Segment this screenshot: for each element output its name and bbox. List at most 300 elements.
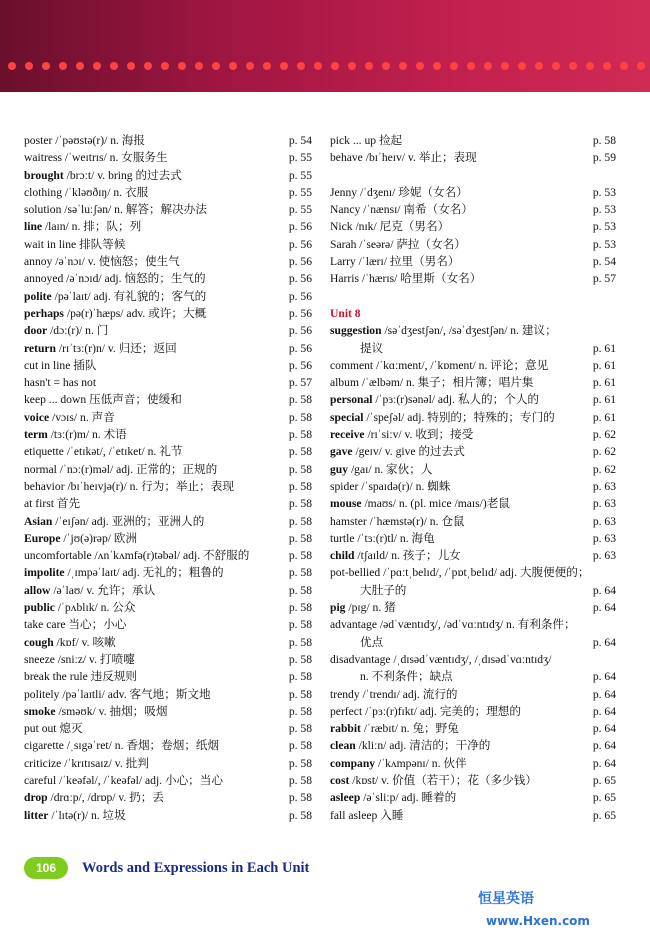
page-reference: p. 54: [592, 255, 616, 269]
vocab-word: brought: [24, 168, 64, 182]
page-reference: p. 53: [592, 185, 616, 199]
vocab-entry: [330, 720, 616, 737]
vocab-word: advantage: [330, 618, 377, 632]
vocab-word: Nancy: [330, 203, 361, 217]
vocab-word: at first: [24, 497, 54, 511]
page-reference: p. 58: [592, 134, 616, 147]
vocab-word: smoke: [24, 704, 56, 718]
vocab-word: rabbit: [330, 722, 361, 736]
vocab-entry: [330, 132, 616, 149]
vocab-definition: /geɪv/ v. give 的过去式: [352, 445, 465, 459]
vocab-entry: [330, 426, 616, 443]
vocab-entry: [24, 651, 312, 668]
dot: [518, 62, 526, 70]
vocab-definition: /gaɪ/ n. 家伙；人: [348, 462, 433, 476]
dot: [76, 62, 84, 70]
page-reference: p. 58: [288, 722, 312, 736]
vocab-entry: [330, 582, 616, 599]
page-reference: p. 54: [288, 134, 312, 147]
vocab-word: asleep: [330, 791, 361, 805]
right-column: [330, 132, 616, 824]
page-reference: p. 56: [288, 255, 312, 269]
dot: [535, 62, 543, 70]
vocab-entry: [330, 530, 616, 547]
vocab-definition: /əˈsliːp/ adj. 睡着的: [360, 791, 457, 805]
vocab-definition: /ˈetɪkət/, /ˈetɪket/ n. 礼节: [63, 445, 183, 459]
dot: [8, 62, 16, 70]
vocab-definition: /ˈælbəm/ n. 集子；相片簿；唱片集: [358, 376, 534, 390]
vocab-word: behavior: [24, 479, 65, 493]
vocab-word: etiquette: [24, 445, 64, 459]
vocab-definition: /ˈkeəfəl/, /ˈkeəfəl/ adj. 小心；当心: [56, 773, 223, 787]
vocab-definition: /ˈpɑːtˌbelɪd/, /ˈpɒtˌbelɪd/ adj. 大腹便便的；: [380, 566, 590, 580]
dot: [586, 62, 594, 70]
page-reference: p. 58: [288, 428, 312, 442]
vocab-word: 大肚子的: [360, 583, 407, 597]
page-reference: p. 63: [592, 497, 616, 511]
vocab-definition: /ˌdɪsədˈvæntɪdʒ/, /ˌdɪsədˈvɑːntɪdʒ/: [390, 652, 552, 666]
page-reference: p. 61: [592, 358, 616, 372]
page-reference: p. 56: [288, 220, 312, 234]
vocab-definition: /ˌsɪgəˈret/ n. 香烟；卷烟；纸烟: [63, 739, 220, 753]
vocab-word: litter: [24, 808, 49, 822]
vocab-entry: [330, 789, 616, 806]
vocab-entry: [330, 547, 616, 564]
vocab-word: gave: [330, 445, 353, 459]
vocab-word: child: [330, 549, 355, 563]
vocab-definition: /tʃaɪld/ n. 孩子；儿女: [354, 549, 461, 563]
vocab-definition: /ˌɪmpəˈlaɪt/ adj. 无礼的；粗鲁的: [64, 566, 224, 580]
vocab-entry: [330, 599, 616, 616]
dot: [178, 62, 186, 70]
vocab-word: pot-bellied: [330, 566, 381, 580]
page-reference: p. 58: [288, 756, 312, 770]
vocab-definition: /tɜː(r)m/ n. 术语: [47, 428, 127, 442]
vocab-word: cough: [24, 635, 54, 649]
page-reference: p. 58: [288, 566, 312, 580]
vocab-definition: /ˈeɪʃən/ adj. 亚洲的；亚洲人的: [52, 514, 205, 528]
vocab-entry: [24, 737, 312, 754]
vocab-definition: /ˈkʌmpənɪ/ n. 伙伴: [375, 756, 467, 770]
dot: [59, 62, 67, 70]
dot: [314, 62, 322, 70]
vocab-definition: 压低声音；使缓和: [86, 393, 182, 407]
vocab-word: album: [330, 376, 359, 390]
vocab-word: perfect: [330, 704, 363, 718]
vocab-definition: /ˈpʌblɪk/ n. 公众: [54, 601, 136, 615]
page-reference: p. 55: [288, 168, 312, 182]
page-reference: p. 58: [288, 549, 312, 563]
vocab-word: suggestion: [330, 324, 382, 338]
vocab-definition: /ˈnænsɪ/ 南希（女名）: [360, 203, 473, 217]
vocab-word: n. 不利条件；缺点: [360, 670, 453, 684]
vocab-entry: [330, 564, 616, 581]
page-reference: p. 58: [288, 462, 312, 476]
vocab-definition: /əˈlaʊ/ v. 允许；承认: [50, 583, 156, 597]
vocab-definition: 当心；小心: [65, 618, 127, 632]
page-reference: p. 62: [592, 445, 616, 459]
dot: [229, 62, 237, 70]
vocab-definition: /sniːz/ v. 打喷嚏: [54, 652, 135, 666]
vocab-word: normal: [24, 462, 57, 476]
dot: [501, 62, 509, 70]
spacer: [330, 167, 616, 184]
page-reference: p. 58: [288, 393, 312, 407]
vocab-entry: [330, 443, 616, 460]
dot: [450, 62, 458, 70]
vocab-definition: /ˈhærɪs/ 哈里斯（女名）: [358, 272, 482, 286]
dot: [297, 62, 305, 70]
vocab-definition: /ˈtrendɪ/ adj. 流行的: [359, 687, 458, 701]
vocab-definition: 捡起: [376, 134, 403, 147]
page-reference: p. 58: [288, 601, 312, 615]
page-reference: p. 56: [288, 358, 312, 372]
vocab-word: receive: [330, 428, 365, 442]
watermark: [478, 888, 650, 928]
vocab-definition: /nɪk/ 尼克（男名）: [352, 220, 450, 234]
dot: [399, 62, 407, 70]
vocab-entry: [330, 651, 616, 668]
vocab-word: careful: [24, 773, 57, 787]
vocab-definition: /pəˈlaɪt/ adj. 有礼貌的；客气的: [51, 289, 207, 303]
header-banner: [0, 0, 650, 92]
dot: [348, 62, 356, 70]
vocab-definition: /ədˈvæntɪdʒ/, /ədˈvɑːntɪdʒ/ n. 有利条件；: [377, 618, 576, 632]
vocab-definition: /kɒf/ v. 咳嗽: [53, 635, 116, 649]
vocab-definition: /maʊs/ n. (pl. mice /maɪs/)老鼠: [361, 497, 510, 511]
vocab-word: Sarah: [330, 237, 357, 251]
vocab-entry: [24, 409, 312, 426]
page-reference: p. 64: [592, 756, 616, 770]
page-reference: p. 58: [288, 704, 312, 718]
vocab-definition: /pə(r)ˈhæps/ adv. 或许；大概: [63, 306, 207, 320]
vocab-word: disadvantage: [330, 652, 391, 666]
vocab-entry: [24, 564, 312, 581]
page-reference: p. 58: [288, 514, 312, 528]
page-number-badge: 106: [24, 857, 68, 879]
dot: [144, 62, 152, 70]
page-reference: p. 58: [288, 670, 312, 684]
vocab-entry: [24, 236, 312, 253]
page-reference: p. 56: [288, 237, 312, 251]
vocab-entry: [330, 686, 616, 703]
vocab-entry: [330, 270, 616, 287]
vocab-entry: [24, 686, 312, 703]
vocab-entry: [24, 495, 312, 512]
vocab-word: Nick: [330, 220, 353, 234]
page-reference: p. 65: [592, 808, 616, 822]
page-reference: p. 57: [288, 376, 312, 390]
vocab-definition: /bɪˈheɪv/ v. 举止；表现: [362, 151, 477, 165]
page-reference: p. 58: [288, 479, 312, 493]
vocab-entry: [330, 807, 616, 824]
vocab-word: perhaps: [24, 306, 64, 320]
vocab-definition: /ˈkləʊðɪŋ/ n. 衣服: [62, 185, 149, 199]
page-reference: p. 58: [288, 773, 312, 787]
vocab-entry: [330, 340, 616, 357]
vocab-definition: /ˈnɔː(r)məl/ adj. 正常的；正规的: [56, 462, 218, 476]
vocab-definition: /ˈlɪtə(r)/ n. 垃圾: [48, 808, 126, 822]
dot: [93, 62, 101, 70]
vocab-entry: [24, 391, 312, 408]
page-reference: p. 58: [288, 583, 312, 597]
dot-border: [0, 62, 650, 70]
page-reference: p. 59: [592, 151, 616, 165]
vocab-entry: [24, 703, 312, 720]
page-reference: p. 58: [288, 445, 312, 459]
page-reference: p. 56: [288, 341, 312, 355]
vocab-definition: /laɪn/ n. 排；队；列: [42, 220, 142, 234]
left-column: [24, 132, 312, 824]
page-reference: p. 58: [288, 652, 312, 666]
vocab-word: Asian: [24, 514, 53, 528]
vocab-definition: /ˈdʒenɪ/ 珍妮（女名）: [357, 185, 468, 199]
vocab-word: Jenny: [330, 185, 358, 199]
page-reference: p. 64: [592, 687, 616, 701]
vocab-word: line: [24, 220, 43, 234]
vocab-entry: [24, 270, 312, 287]
vocab-word: annoyed: [24, 272, 64, 286]
vocab-word: criticize: [24, 756, 62, 770]
vocab-entry: [330, 322, 616, 339]
page-reference: p. 58: [288, 808, 312, 822]
vocab-word: personal: [330, 393, 373, 407]
vocab-definition: /brɔːt/ v. bring 的过去式: [63, 168, 182, 182]
page-reference: p. 64: [592, 722, 616, 736]
dot: [42, 62, 50, 70]
vocab-entry: [330, 513, 616, 530]
vocab-word: pick ... up: [330, 134, 377, 147]
watermark-url: www.Hxen.com: [486, 914, 590, 928]
vocab-word: Harris: [330, 272, 359, 286]
vocab-entry: [24, 253, 312, 270]
vocab-word: voice: [24, 410, 50, 424]
vocab-word: spider: [330, 479, 359, 493]
vocab-word: public: [24, 601, 55, 615]
page-reference: p. 61: [592, 376, 616, 390]
vocab-word: turtle: [330, 531, 355, 545]
vocab-definition: /rɪˈsiːv/ v. 收到；接受: [364, 428, 474, 442]
vocab-definition: 排队等候: [76, 237, 126, 251]
dot: [552, 62, 560, 70]
page-reference: p. 56: [288, 272, 312, 286]
page-reference: p. 58: [288, 791, 312, 805]
vocab-entry: [24, 357, 312, 374]
vocab-entry: [24, 374, 312, 391]
vocab-entry: [24, 807, 312, 824]
vocab-word: cigarette: [24, 739, 64, 753]
vocab-entry: [330, 495, 616, 512]
page-reference: p. 62: [592, 428, 616, 442]
vocab-word: politely: [24, 687, 60, 701]
page-reference: p. 61: [592, 341, 616, 355]
vocab-word: poster: [24, 134, 53, 147]
vocab-entry: [24, 184, 312, 201]
vocab-definition: /vɔɪs/ n. 声音: [49, 410, 115, 424]
vocab-entry: [330, 668, 616, 685]
page-reference: p. 58: [288, 739, 312, 753]
page-reference: p. 64: [592, 704, 616, 718]
watermark-logo: 恒星英语: [478, 891, 534, 907]
vocab-word: special: [330, 410, 364, 424]
page-reference: p. 56: [288, 306, 312, 320]
vocab-word: break the rule: [24, 670, 88, 684]
vocab-entry: [24, 772, 312, 789]
vocab-word: guy: [330, 462, 349, 476]
vocab-word: pig: [330, 601, 346, 615]
vocab-definition: 熄灭: [56, 722, 83, 736]
vocab-entry: [24, 616, 312, 633]
vocab-word: clean: [330, 739, 356, 753]
vocab-entry: [24, 426, 312, 443]
vocab-word: waitress: [24, 151, 62, 165]
vocab-entry: [330, 772, 616, 789]
page-reference: p. 64: [592, 670, 616, 684]
vocab-entry: [24, 599, 312, 616]
vocab-definition: /bɪˈheɪvjə(r)/ n. 行为；举止；表现: [64, 479, 234, 493]
vocab-entry: [330, 357, 616, 374]
vocab-entry: [330, 253, 616, 270]
vocab-entry: [24, 789, 312, 806]
page-reference: p. 58: [288, 687, 312, 701]
vocab-definition: /ˈspaɪdə(r)/ n. 蜘蛛: [358, 479, 451, 493]
vocab-definition: /drɑːp/, /drɒp/ v. 扔；丢: [47, 791, 164, 805]
page-reference: p. 58: [288, 497, 312, 511]
page-reference: p. 63: [592, 514, 616, 528]
vocab-entry: [330, 703, 616, 720]
vocab-entry: [330, 478, 616, 495]
vocab-definition: 入睡: [377, 808, 404, 822]
vocab-definition: /ˈpəʊstə(r)/ n. 海报: [52, 134, 145, 147]
page-reference: p. 63: [592, 479, 616, 493]
dot: [637, 62, 645, 70]
page-reference: p. 56: [288, 324, 312, 338]
vocab-word: annoy: [24, 255, 53, 269]
vocab-entry: [330, 184, 616, 201]
dot: [212, 62, 220, 70]
vocab-word: allow: [24, 583, 51, 597]
vocab-definition: /ˈjʊ(ə)rəp/ 欧洲: [60, 531, 138, 545]
page-reference: p. 53: [592, 220, 616, 234]
dot: [382, 62, 390, 70]
vocab-word: cut in line: [24, 358, 71, 372]
vocab-entry: [24, 720, 312, 737]
vocab-definition: /ˈtɜː(r)tl/ n. 海龟: [354, 531, 435, 545]
vocab-definition: /əˈnɔɪd/ adj. 恼怒的；生气的: [63, 272, 206, 286]
vocab-entry: [330, 391, 616, 408]
page-reference: p. 58: [288, 618, 312, 632]
vocab-word: mouse: [330, 497, 362, 511]
page-reference: p. 64: [592, 601, 616, 615]
vocab-entry: [24, 340, 312, 357]
dot: [603, 62, 611, 70]
vocab-definition: /ˈweɪtrɪs/ n. 女服务生: [62, 151, 168, 165]
dot: [365, 62, 373, 70]
vocab-entry: [330, 149, 616, 166]
vocab-definition: /pɪg/ n. 猪: [345, 601, 396, 615]
vocab-word: put out: [24, 722, 57, 736]
vocab-entry: [24, 167, 312, 184]
vocab-definition: /ˈlærɪ/ 拉里（男名）: [355, 255, 460, 269]
vocab-entry: [24, 461, 312, 478]
vocab-entry: [330, 461, 616, 478]
page-reference: p. 58: [288, 410, 312, 424]
vocab-entry: [330, 218, 616, 235]
vocab-word: hamster: [330, 514, 367, 528]
vocab-entry: [24, 530, 312, 547]
vocab-entry: [24, 218, 312, 235]
page-reference: p. 65: [592, 773, 616, 787]
vocab-word: comment: [330, 358, 374, 372]
vocab-entry: [24, 201, 312, 218]
dot: [110, 62, 118, 70]
page-reference: p. 61: [592, 393, 616, 407]
vocab-definition: /rɪˈtɜː(r)n/ v. 归还；返回: [56, 341, 177, 355]
vocab-word: Europe: [24, 531, 61, 545]
page-reference: p. 53: [592, 237, 616, 251]
vocab-definition: /ʌnˈkʌmfə(r)təbəl/ adj. 不舒服的: [91, 549, 250, 563]
dot: [620, 62, 628, 70]
vocab-definition: /sməʊk/ v. 抽烟；吸烟: [55, 704, 168, 718]
vocab-word: clothing: [24, 185, 62, 199]
vocab-entry: [24, 547, 312, 564]
dot: [127, 62, 135, 70]
vocab-entry: [330, 374, 616, 391]
vocab-word: hasn't = has not: [24, 376, 97, 390]
vocab-entry: [330, 201, 616, 218]
vocab-word: drop: [24, 791, 48, 805]
vocab-definition: /ˈkrɪtɪsaɪz/ v. 批判: [61, 756, 149, 770]
vocab-entry: [24, 443, 312, 460]
vocab-entry: [24, 322, 312, 339]
page-reference: p. 63: [592, 549, 616, 563]
page-reference: p. 57: [592, 272, 616, 286]
vocab-word: 提议: [360, 341, 384, 355]
vocab-entry: [24, 755, 312, 772]
vocab-definition: /pəˈlaɪtli/ adv. 客气地；斯文地: [59, 687, 211, 701]
page-reference: p. 64: [592, 739, 616, 753]
vocab-word: solution: [24, 203, 62, 217]
page-reference: p. 55: [288, 185, 312, 199]
vocab-entry: [330, 616, 616, 633]
vocab-word: 优点: [360, 635, 384, 649]
page-reference: p. 53: [592, 203, 616, 217]
vocab-word: impolite: [24, 566, 65, 580]
vocab-entry: [24, 305, 312, 322]
vocab-definition: /ˈpɜː(r)fɪkt/ adj. 完美的；理想的: [362, 704, 521, 718]
page-reference: p. 62: [592, 462, 616, 476]
vocab-definition: 首先: [53, 497, 81, 511]
dot: [263, 62, 271, 70]
vocab-entry: [24, 132, 312, 149]
dot: [467, 62, 475, 70]
vocab-word: fall asleep: [330, 808, 378, 822]
vocab-entry: [330, 634, 616, 651]
vocab-word: take care: [24, 618, 66, 632]
vocab-definition: /ˈseərə/ 萨拉（女名）: [356, 237, 466, 251]
page-reference: p. 64: [592, 635, 616, 649]
vocab-definition: /kliːn/ adj. 清洁的；干净的: [355, 739, 491, 753]
vocab-entry: [24, 513, 312, 530]
vocab-entry: [24, 582, 312, 599]
dot: [161, 62, 169, 70]
vocab-entry: [24, 668, 312, 685]
vocab-word: cost: [330, 773, 350, 787]
vocab-word: return: [24, 341, 56, 355]
vocab-entry: [330, 755, 616, 772]
vocab-definition: /ˈspeʃəl/ adj. 特别的；特殊的；专门的: [363, 410, 555, 424]
vocab-word: term: [24, 428, 48, 442]
